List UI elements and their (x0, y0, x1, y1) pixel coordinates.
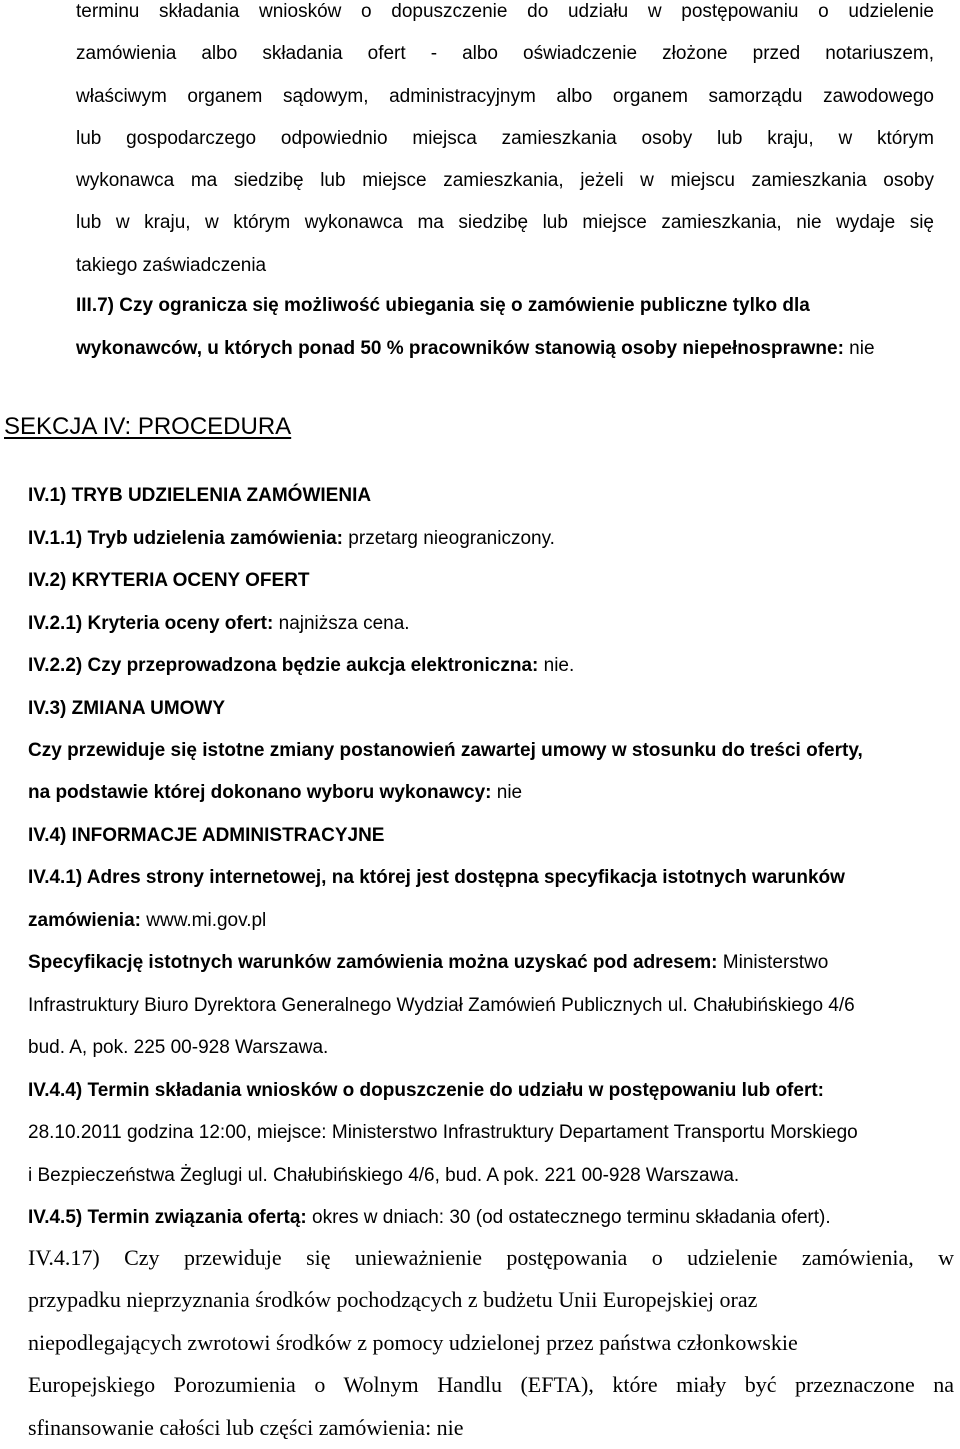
item-IV-4-1-label: IV.4.1) Adres strony internetowej, na której jest dostępna specyfikacja istotnych warunków (28, 867, 845, 888)
item-IV-2-2 (28, 654, 574, 678)
item-IV-4-1-url: www.mi.gov.pl (140, 910, 267, 931)
spec-address-line2: Infrastruktury Biuro Dyrektora Generalnego Wydział Zamówień Publicznych ul. Chałubińskiego 4/6 (28, 995, 855, 1016)
item-IV-4-4-label: IV.4.4) Termin składania wniosków o dopuszczenie do udziału w postępowaniu lub ofert: (28, 1080, 824, 1101)
intro-paragraph (76, 0, 934, 287)
item-IV-2 (28, 569, 310, 593)
item-IV-4-label: IV.4) INFORMACJE ADMINISTRACYJNE (28, 825, 385, 846)
item-IV-3 (28, 697, 225, 721)
item-IV-4-4-line2: 28.10.2011 godzina 12:00, miejsce: Ministerstwo Infrastruktury Departament Transportu Morskiego (28, 1122, 858, 1143)
item-IV-4-17-line: przypadku nieprzyznania środków pochodzących z budżetu Unii Europejskiej oraz (28, 1287, 758, 1313)
intro-line: terminu składania wniosków o dopuszczenie do udziału w postępowaniu o udzielenie (76, 1, 934, 22)
item-value: przetarg nieograniczony. (343, 528, 555, 549)
item-IV-3-answer: nie (491, 782, 523, 803)
item-IV-4-1-line2 (28, 909, 266, 933)
item-label: IV.3) ZMIANA UMOWY (28, 698, 226, 719)
item-IV-4-4-line1 (28, 1079, 824, 1103)
item-IV-4-17-line: Europejskiego Porozumienia o Wolnym Handlu (EFTA), które miały być przeznaczone na (28, 1372, 954, 1398)
item-IV-4-1-label-cont: zamówienia: (28, 910, 141, 931)
item-label: IV.2.1) Kryteria oceny ofert: (28, 613, 274, 634)
spec-address-value: Ministerstwo (717, 952, 829, 973)
item-IV-3-question (28, 739, 863, 763)
intro-line: lub gospodarczego odpowiednio miejsca zamieszkania osoby lub kraju, w którym (76, 127, 934, 149)
item-label: IV.1.1) Tryb udzielenia zamówienia: (28, 528, 344, 549)
item-IV-4-17-line: IV.4.17) Czy przewiduje się unieważnienie postępowania o udzielenie zamówienia, w (28, 1245, 954, 1270)
spec-address-line1 (28, 951, 828, 975)
item-IV-3-question-line2 (28, 781, 522, 805)
item-IV-1-1 (28, 527, 555, 551)
item-IV-4-17-line: sfinansowanie całości lub części zamówienia: nie (28, 1414, 464, 1440)
intro-line: lub w kraju, w którym wykonawca ma siedzibę lub miejsce zamieszkania, nie wydaje się (76, 212, 934, 234)
item-IV-4-5-value: okres w dniach: 30 (od ostatecznego terminu składania ofert). (306, 1207, 831, 1228)
spec-address-line3: bud. A, pok. 225 00-928 Warszawa. (28, 1037, 329, 1058)
item-IV-4-1-line1 (28, 866, 845, 890)
section-heading: SEKCJA IV: PROCEDURA (4, 413, 292, 440)
item-IV-1 (28, 484, 371, 508)
item-IV-3-question-cont: na podstawie której dokonano wyboru wykonawcy: (28, 782, 492, 803)
item-III-7-answer: nie (843, 338, 875, 359)
intro-line: wykonawca ma siedzibę lub miejsce zamieszkania, jeżeli w miejscu zamieszkania osoby (76, 170, 934, 192)
item-IV-4-5 (28, 1206, 831, 1230)
item-label: IV.1) TRYB UDZIELENIA ZAMÓWIENIA (28, 485, 372, 506)
item-III-7-question: III.7) Czy ogranicza się możliwość ubiegania się o zamówienie publiczne tylko dla (76, 295, 810, 316)
item-label: IV.2) KRYTERIA OCENY OFERT (28, 570, 310, 591)
item-IV-4-5-label: IV.4.5) Termin związania ofertą: (28, 1207, 307, 1228)
item-IV-2-1 (28, 612, 410, 636)
spec-address-label: Specyfikację istotnych warunków zamówienia można uzyskać pod adresem: (28, 952, 718, 973)
item-IV-4 (28, 824, 384, 848)
item-label: IV.2.2) Czy przeprowadzona będzie aukcja elektroniczna: (28, 655, 539, 676)
item-IV-4-17-line: niepodlegających zwrotowi środków z pomocy udzielonej przez państwa członkowskie (28, 1329, 798, 1355)
item-III-7-question-cont: wykonawców, u których ponad 50 % pracowników stanowią osoby niepełnosprawne: (76, 338, 844, 359)
item-III-7-line1 (76, 294, 810, 318)
item-IV-4-4-line3: i Bezpieczeństwa Żeglugi ul. Chałubińskiego 4/6, bud. A pok. 221 00-928 Warszawa. (28, 1165, 740, 1186)
intro-line: takiego zaświadczenia (76, 254, 267, 276)
item-IV-4-17-paragraph (28, 1237, 954, 1449)
intro-line: zamówienia albo składania ofert - albo oświadczenie złożone przed notariuszem, (76, 43, 934, 65)
item-value: najniższa cena. (273, 613, 410, 634)
intro-line: właściwym organem sądowym, administracyjnym albo organem samorządu zawodowego (76, 85, 934, 107)
item-IV-3-question-text: Czy przewiduje się istotne zmiany postanowień zawartej umowy w stosunku do treści oferty, (28, 740, 863, 761)
item-III-7-line2 (76, 337, 875, 361)
item-value: nie. (538, 655, 575, 676)
